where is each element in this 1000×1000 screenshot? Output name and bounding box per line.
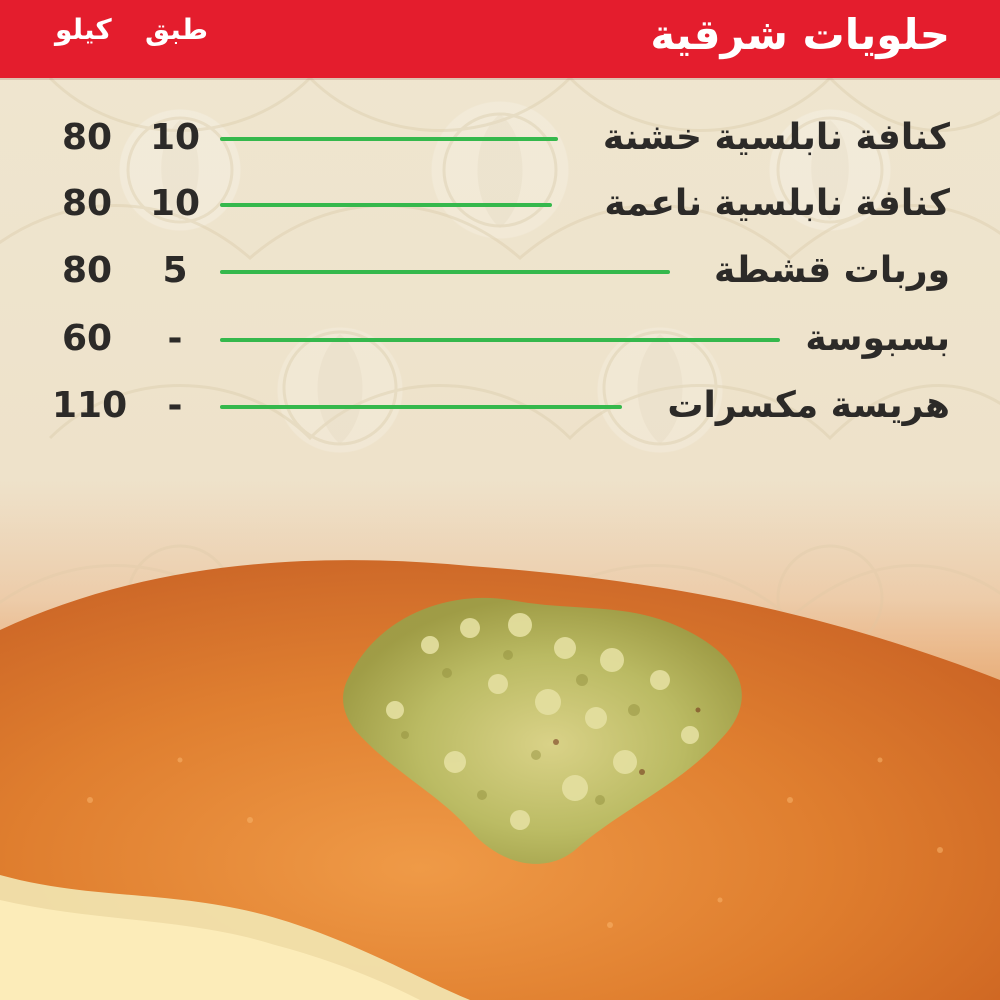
menu-item-leader-line (220, 405, 622, 409)
plate-price: - (167, 318, 183, 359)
menu-header (0, 0, 1000, 78)
kilo-price: 80 (61, 250, 113, 291)
plate-price: - (167, 385, 183, 426)
kilo-price: 80 (61, 183, 113, 224)
menu-item-name: كنافة نابلسية خشنة (602, 117, 950, 158)
plate-price: 5 (162, 250, 188, 291)
menu-item-name: وربات قشطة (714, 250, 950, 291)
knafeh-pistachio-photo (0, 470, 1000, 1000)
menu-item-row (0, 311, 1000, 367)
kilo-column-header: كيلو (55, 13, 112, 46)
page-title: حلويات شرقية (650, 10, 950, 59)
menu-item-row (0, 243, 1000, 299)
menu-item-leader-line (220, 270, 670, 274)
kilo-price: 60 (61, 318, 113, 359)
menu-item-name: بسبوسة (805, 318, 950, 359)
menu-item-row (0, 176, 1000, 232)
plate-column-header: طبق (145, 13, 209, 46)
menu-item-leader-line (220, 137, 558, 141)
kilo-price: 80 (61, 117, 113, 158)
plate-price: 10 (149, 183, 201, 224)
plate-price: 10 (149, 117, 201, 158)
kilo-price: 110 (52, 385, 128, 426)
menu-item-row (0, 378, 1000, 434)
menu-item-leader-line (220, 338, 780, 342)
menu-item-row (0, 110, 1000, 166)
menu-item-name: هريسة مكسرات (667, 385, 950, 426)
menu-item-leader-line (220, 203, 552, 207)
menu-item-name: كنافة نابلسية ناعمة (604, 183, 950, 224)
